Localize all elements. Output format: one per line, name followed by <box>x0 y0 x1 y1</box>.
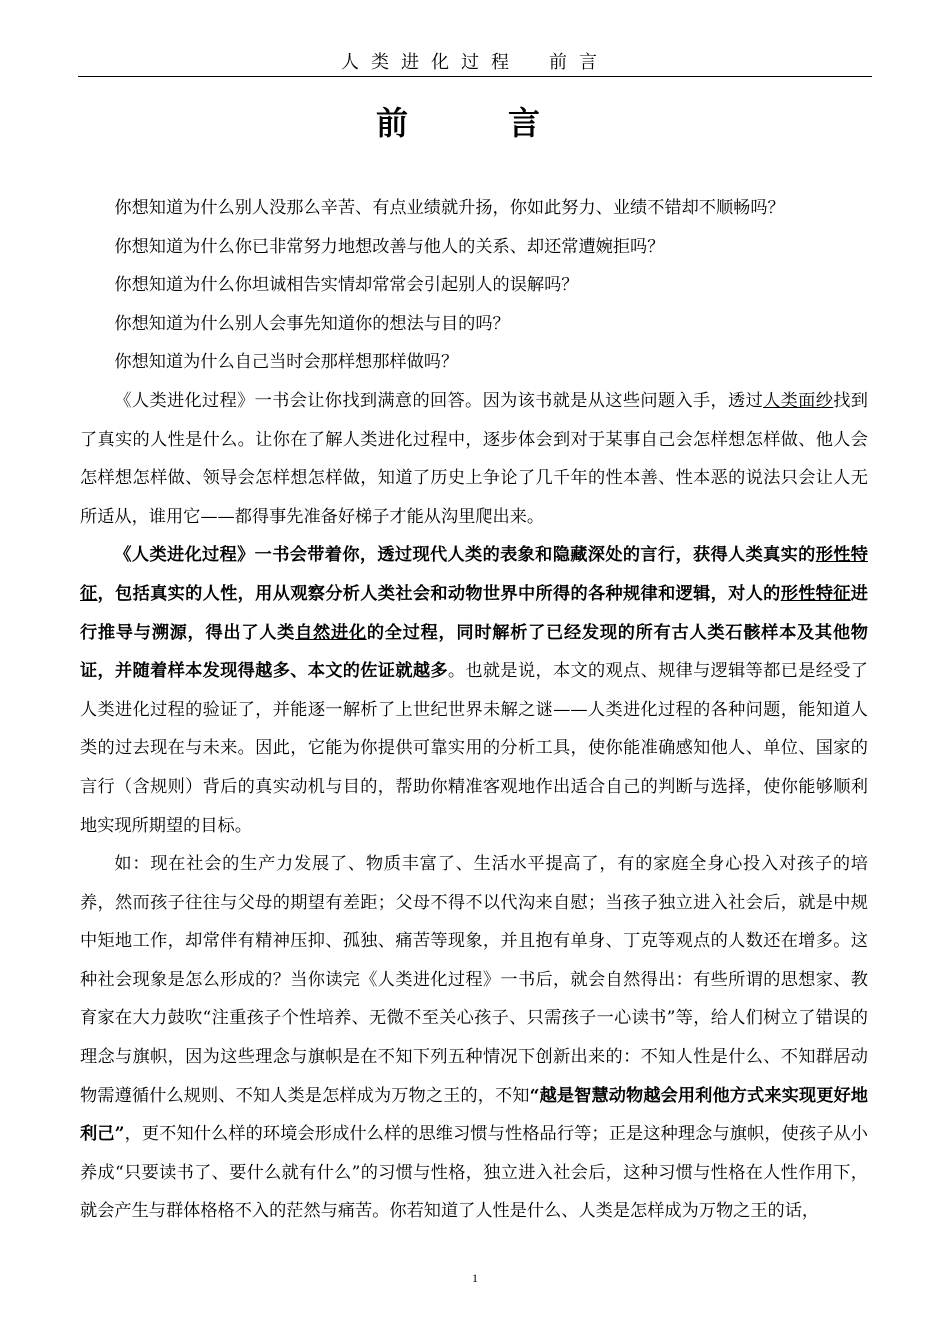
underlined-term: 形性特征 <box>780 583 851 604</box>
bold-run: 的全过程，同时解析了已经发现的所有古人类石骸样本及其他物证，并随着样本发现得越多、本文的佐证就越多 <box>80 622 868 682</box>
paragraph-question-1: 你想知道为什么别人没那么辛苦、有点业绩就升扬，你如此努力、业绩不错却不顺畅吗？ <box>114 198 785 218</box>
bold-run: ，包括真实的人性，用从观察分析人类社会和动物世界中所得的各种规律和逻辑，对人的 <box>97 583 781 604</box>
text-run: ，更不知什么样的环境会形成什么样的思维习惯与性格品行等；正是这种理念与旗帜，使孩子从小养成“只要读书了、要什么就有什么”的习惯与性格，独立进入社会后，这种习惯与性格在人性作用下，就会产生与群体格格不入的茫然与痛苦。你若知道了人性是什么、人类是怎样成为万物之王的话， <box>80 1124 868 1222</box>
text-run: 。也就是说，本文的观点、规律与逻辑等都已是经受了人类进化过程的验证了，并能逐一解析了上世纪世界未解之谜——人类进化过程的各种问题，能知道人类的过去现在与未来。因此，它能为你提供可靠实用的分析工具，使你能准确感知他人、单位、国家的言行（含规则）背后的真实动机与目的，帮助你精准客观地作出适合自己的判断与选择，使你能够顺利地实现所期望的目标。 <box>80 661 868 836</box>
underlined-term: 自然进化 <box>295 622 367 643</box>
bold-quote: “越是智慧动物越会用利他方式来实现更好地利己” <box>80 1085 868 1145</box>
underlined-term: 形性特征 <box>80 545 868 604</box>
paragraph-question-4: 你想知道为什么别人会事先知道你的想法与目的吗？ <box>114 313 510 334</box>
paragraph-example <box>80 845 868 1231</box>
bold-run: 进行推导与溯源，得出了人类 <box>80 583 868 643</box>
running-header <box>78 50 872 76</box>
underlined-term: 人类面纱 <box>763 390 834 411</box>
bold-run: 《人类进化过程》一书会带着你，透过现代人类的表象和隐藏深处的言行，获得人类真实的 <box>114 545 816 566</box>
paragraph-question-2: 你想知道为什么你已非常努力地想改善与他人的关系、却还常遭婉拒吗？ <box>114 236 665 257</box>
paragraph-question-5: 你想知道为什么自己当时会那样想那样做吗？ <box>114 352 459 373</box>
paragraph-bold-summary <box>80 536 868 845</box>
text-run: 如：现在社会的生产力发展了、物质丰富了、生活水平提高了，有的家庭全身心投入对孩子的培养，然而孩子往往与父母的期望有差距；父母不得不以代沟来自慰；当孩子独立进入社会后，就是中规中矩地工作，却常伴有精神压抑、孤独、痛苦等现象，并且抱有单身、丁克等观点的人数还在增多。这种社会现象是怎么形成的？当你读完《人类进化过程》一书后，就会自然得出：有些所谓的思想家、教育家在大力鼓吹“注重孩子个性培养、无微不至关心孩子、只需孩子一心读书”等，给人们树立了错误的理念与旗帜，因为这些理念与旗帜是在不知下列五种情况下创新出来的：不知人性是什么、不知群居动物需遵循什么规则、不知人类是怎样成为万物之王的，不知 <box>80 854 868 1106</box>
body-text <box>80 189 868 1231</box>
paragraph-question-3: 你想知道为什么你坦诚相告实情却常常会引起别人的误解吗？ <box>114 275 579 296</box>
header-rule <box>78 76 872 77</box>
header-book-title: 人类进化过程 <box>341 52 521 73</box>
page-number: 1 <box>472 1271 478 1285</box>
text-run: 找到了真实的人性是什么。让你在了解人类进化过程中，逐步体会到对于某事自己会怎样想怎样做、他人会怎样想怎样做、领导会怎样想怎样做，知道了历史上争论了几千年的性本善、性本恶的说法只会让人无所适从，谁用它——都得事先准备好梯子才能从沟里爬出来。 <box>80 390 868 527</box>
page-title: 前 言 <box>375 104 574 142</box>
text-run: 《人类进化过程》一书会让你找到满意的回答。因为该书就是从这些问题入手，透过 <box>114 390 764 411</box>
header-section: 前言 <box>549 52 609 73</box>
paragraph-answer <box>80 382 868 536</box>
